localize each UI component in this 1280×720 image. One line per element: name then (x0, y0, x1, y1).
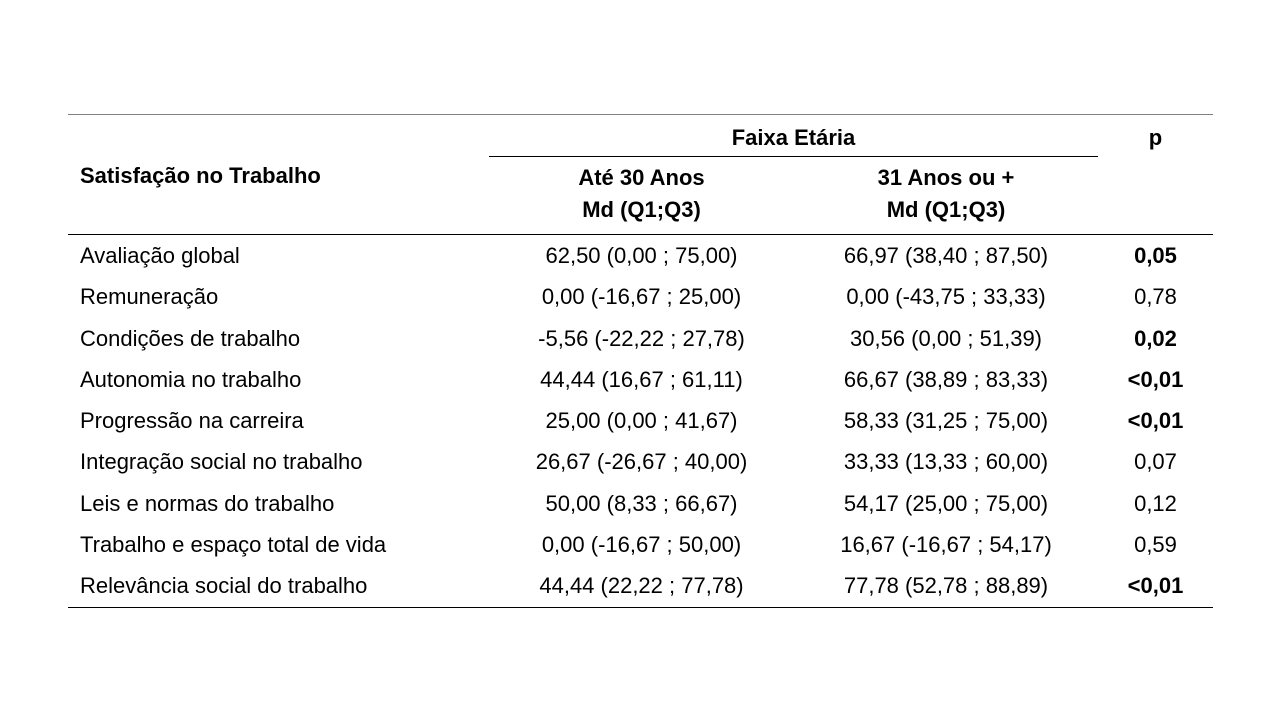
p-value: <0,01 (1127, 366, 1184, 392)
table-row (68, 276, 1213, 317)
header-group-age: Faixa Etária (731, 125, 856, 150)
value-31-plus: 77,78 (52,78 ; 88,89) (843, 573, 1049, 599)
table-row (68, 318, 1213, 359)
p-value: 0,05 (1134, 243, 1177, 268)
value-under-30: 44,44 (16,67 ; 61,11) (540, 366, 743, 392)
header-row-label: Satisfação no Trabalho (80, 163, 321, 188)
row-label: Remuneração (80, 284, 219, 310)
value-31-plus: 66,97 (38,40 ; 87,50) (843, 243, 1049, 268)
row-label: Avaliação global (80, 243, 240, 268)
row-label: Autonomia no trabalho (80, 366, 302, 392)
header-col-under-30-title: Até 30 Anos (578, 165, 705, 190)
value-31-plus: 16,67 (-16,67 ; 54,17) (840, 532, 1052, 558)
table-row (68, 524, 1213, 565)
header-col-31-plus-title: 31 Anos ou + (877, 165, 1015, 190)
value-31-plus: 0,00 (-43,75 ; 33,33) (846, 284, 1046, 310)
table-header (68, 114, 1213, 235)
row-label: Integração social no trabalho (80, 449, 363, 475)
value-under-30: 62,50 (0,00 ; 75,00) (545, 243, 738, 268)
row-label: Condições de trabalho (80, 325, 301, 351)
header-col-under-30 (489, 162, 794, 226)
p-value: 0,12 (1134, 490, 1177, 516)
row-label: Leis e normas do trabalho (80, 490, 335, 516)
value-under-30: 26,67 (-26,67 ; 40,00) (535, 449, 748, 475)
value-under-30: -5,56 (-22,22 ; 27,78) (538, 325, 745, 351)
p-value: 0,02 (1134, 325, 1177, 351)
p-value: 0,59 (1134, 532, 1177, 558)
p-value: 0,78 (1134, 284, 1177, 310)
table-body (68, 235, 1213, 608)
p-value: <0,01 (1127, 408, 1184, 434)
table-row (68, 359, 1213, 400)
table-row (68, 483, 1213, 524)
value-31-plus: 33,33 (13,33 ; 60,00) (843, 449, 1049, 475)
p-value: 0,07 (1134, 449, 1177, 475)
value-31-plus: 66,67 (38,89 ; 83,33) (843, 366, 1049, 392)
header-col-31-plus-stat: Md (Q1;Q3) (886, 197, 1006, 222)
header-p: p (1148, 125, 1163, 150)
row-label: Progressão na carreira (80, 408, 304, 434)
value-under-30: 44,44 (22,22 ; 77,78) (539, 573, 744, 599)
table-row (68, 235, 1213, 276)
value-31-plus: 58,33 (31,25 ; 75,00) (843, 408, 1049, 434)
header-col-under-30-stat: Md (Q1;Q3) (582, 197, 701, 222)
table-row (68, 400, 1213, 441)
value-under-30: 50,00 (8,33 ; 66,67) (545, 490, 738, 516)
header-col-31-plus (794, 162, 1098, 226)
p-value: <0,01 (1127, 573, 1184, 599)
table-row (68, 441, 1213, 482)
row-label: Trabalho e espaço total de vida (80, 532, 387, 558)
value-under-30: 25,00 (0,00 ; 41,67) (545, 408, 738, 434)
row-label: Relevância social do trabalho (80, 573, 368, 599)
table-row (68, 565, 1213, 606)
value-31-plus: 54,17 (25,00 ; 75,00) (843, 490, 1049, 516)
value-under-30: 0,00 (-16,67 ; 50,00) (541, 532, 742, 558)
group-rule (489, 156, 1098, 157)
value-31-plus: 30,56 (0,00 ; 51,39) (849, 325, 1043, 351)
value-under-30: 0,00 (-16,67 ; 25,00) (541, 284, 742, 310)
